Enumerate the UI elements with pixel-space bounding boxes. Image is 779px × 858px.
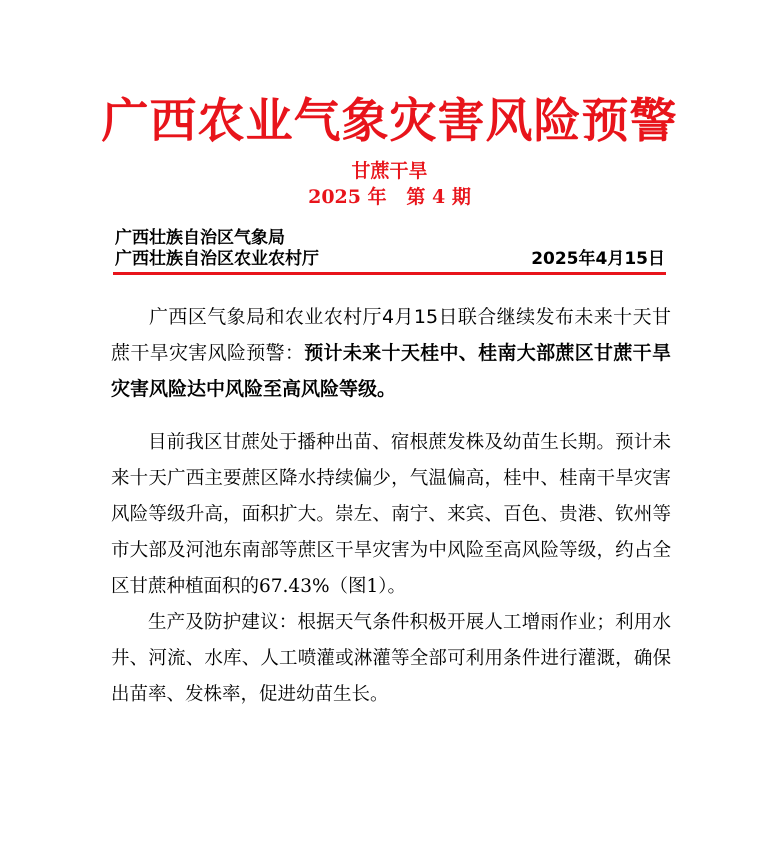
summary-text: 广西区气象局和农业农村厅4月15日联合继续发布未来十天甘蔗干旱灾害风险预警：	[111, 306, 671, 364]
document-subtitle: 甘蔗干旱	[351, 160, 428, 182]
paragraph-summary	[111, 299, 671, 407]
header-divider	[113, 272, 666, 275]
issuer-meteorological-bureau: 广西壮族自治区气象局	[115, 228, 285, 248]
issuer-agriculture-department: 广西壮族自治区农业农村厅	[115, 249, 319, 269]
issue-number: 2025 年 第 4 期	[308, 186, 471, 208]
document-title: 广西农业气象灾害风险预警	[101, 94, 678, 149]
paragraph-recommendations: 生产及防护建议：根据天气条件积极开展人工增雨作业；利用水井、河流、水库、人工喷灌或淋灌等全部可利用条件进行灌溉，确保出苗率、发株率，促进幼苗生长。	[111, 612, 671, 705]
summary-warning-bold: 预计未来十天桂中、桂南大部蔗区甘蔗干旱灾害风险达中风险至高风险等级。	[111, 342, 671, 400]
issue-date: 2025年4月15日	[531, 249, 665, 269]
paragraph-current-status: 目前我区甘蔗处于播种出苗、宿根蔗发株及幼苗生长期。预计未来十天广西主要蔗区降水持续偏少，气温偏高，桂中、桂南干旱灾害风险等级升高，面积扩大。崇左、南宁、来宾、百色、贵港、钦州等市大部及河池东南部等蔗区干旱灾害为中风险至高风险等级，约占全区甘蔗种植面积的67.43%（图1）。	[111, 432, 671, 597]
